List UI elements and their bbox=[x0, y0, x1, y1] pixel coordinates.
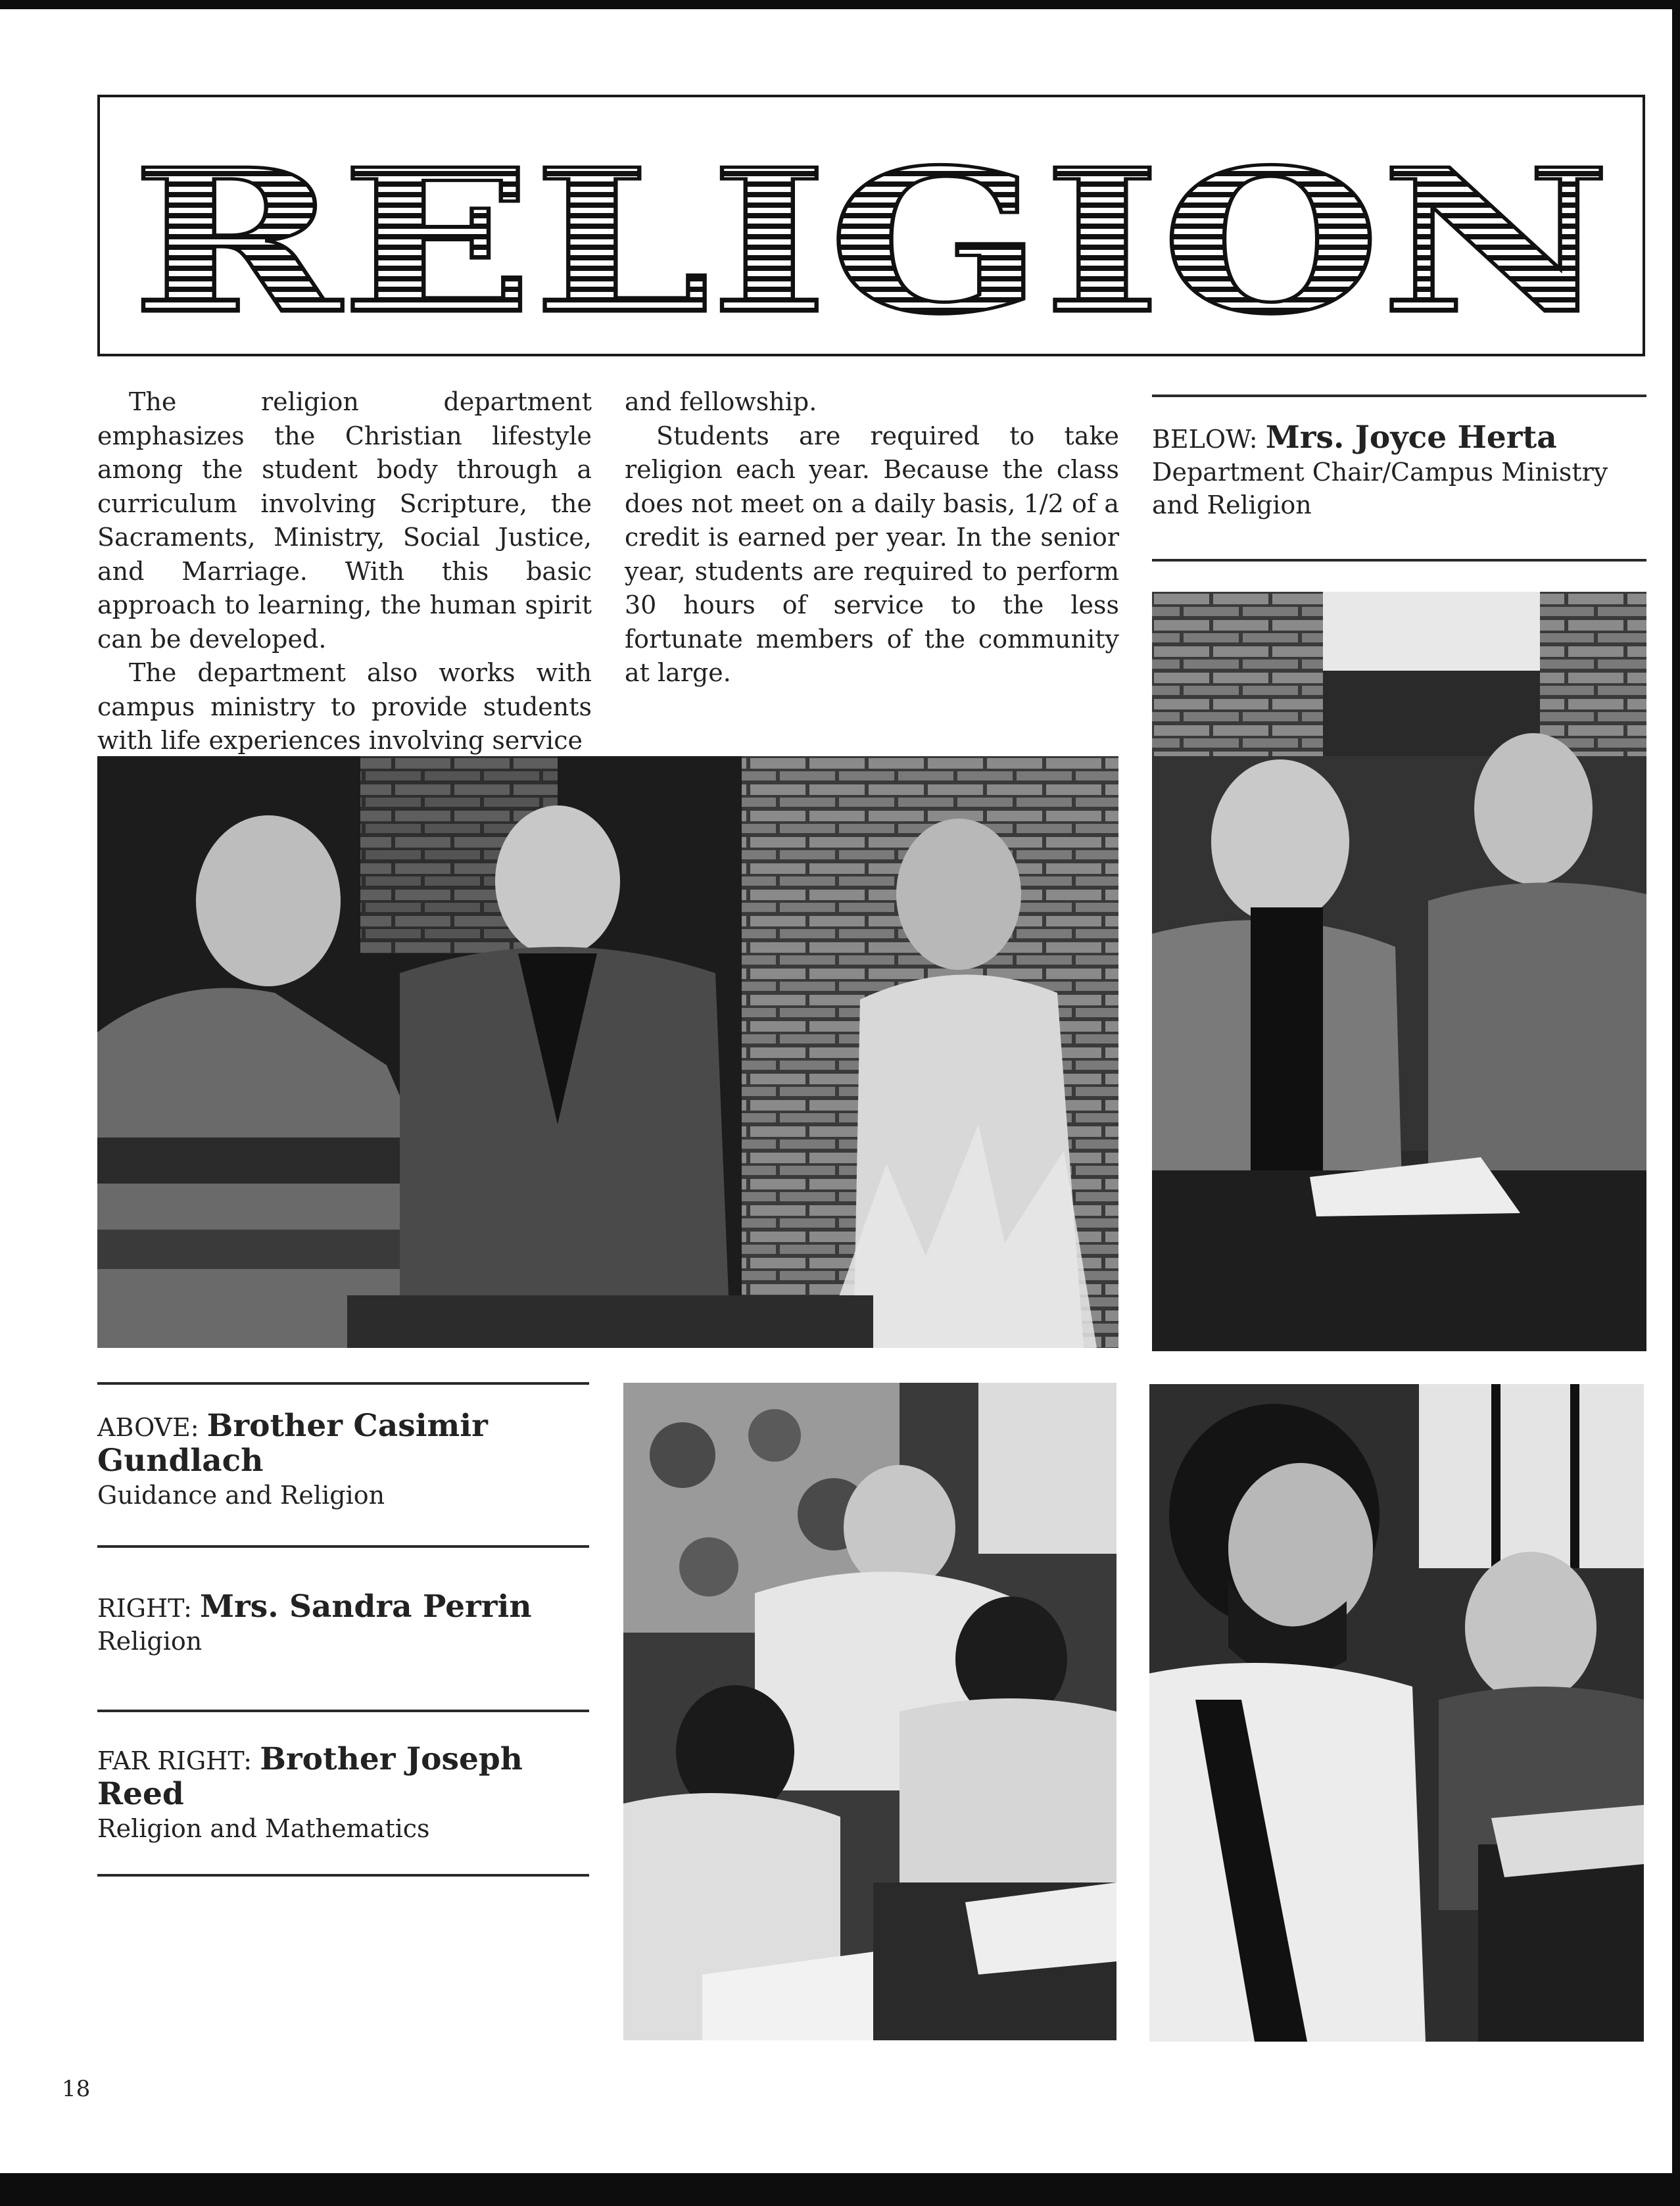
caption-role: Religion and Mathematics bbox=[97, 1814, 430, 1843]
caption-role: Department Chair/Campus Ministry and Religion bbox=[1152, 458, 1608, 519]
scan-edge-top bbox=[0, 0, 1680, 9]
divider-rule bbox=[97, 1545, 589, 1548]
caption-right bbox=[97, 1590, 589, 1658]
page-title: RELIGION bbox=[132, 126, 1611, 354]
caption-below bbox=[1152, 421, 1646, 521]
divider-rule bbox=[97, 1382, 589, 1385]
caption-lead: RIGHT: bbox=[97, 1594, 200, 1623]
caption-lead: FAR RIGHT: bbox=[97, 1746, 260, 1775]
caption-name: Mrs. Sandra Perrin bbox=[200, 1589, 532, 1625]
divider-rule bbox=[1152, 559, 1646, 562]
caption-role: Guidance and Religion bbox=[97, 1481, 385, 1510]
caption-above bbox=[97, 1409, 589, 1512]
scan-edge-bottom bbox=[0, 2173, 1680, 2206]
title-banner bbox=[97, 95, 1645, 356]
intro-paragraph: and fellowship. bbox=[625, 387, 817, 416]
caption-name: Brother Casimir Gundlach bbox=[97, 1408, 488, 1479]
intro-column-2 bbox=[625, 385, 1119, 690]
divider-rule bbox=[97, 1874, 589, 1877]
page-number: 18 bbox=[62, 2076, 91, 2102]
divider-rule bbox=[1152, 395, 1646, 397]
caption-role: Religion bbox=[97, 1627, 203, 1656]
caption-lead: BELOW: bbox=[1152, 425, 1266, 454]
caption-name: Brother Joseph Reed bbox=[97, 1741, 523, 1812]
photo-mrs-joyce-herta-with-student bbox=[1152, 592, 1646, 1351]
photo-brother-joseph-reed-with-student bbox=[1149, 1384, 1644, 2042]
intro-paragraph: The religion department emphasizes the Christian lifestyle among the student body through a curriculum involving Scripture, the Sacraments, Ministry, Social Justice, and Marriage. With this basic approach to learning, the human spirit can be developed. bbox=[97, 387, 592, 654]
intro-paragraph: Students are required to take religion each year. Because the class does not meet on a daily basis, 1/2 of a credit is earned per year. In the senior year, students are required to perform 30 hours of service to the less fortunate members of the community at large. bbox=[625, 421, 1119, 687]
photo-mrs-sandra-perrin-classroom bbox=[623, 1383, 1116, 2040]
scan-edge-right bbox=[1672, 0, 1680, 2206]
photo-brother-casimir-with-students bbox=[97, 756, 1118, 1348]
intro-paragraph: The department also works with campus ministry to provide students with life experiences involving service bbox=[97, 658, 592, 755]
caption-name: Mrs. Joyce Herta bbox=[1265, 420, 1557, 456]
caption-lead: ABOVE: bbox=[97, 1413, 207, 1442]
divider-rule bbox=[97, 1710, 589, 1712]
caption-far-right bbox=[97, 1742, 589, 1845]
intro-column-1 bbox=[97, 385, 592, 758]
